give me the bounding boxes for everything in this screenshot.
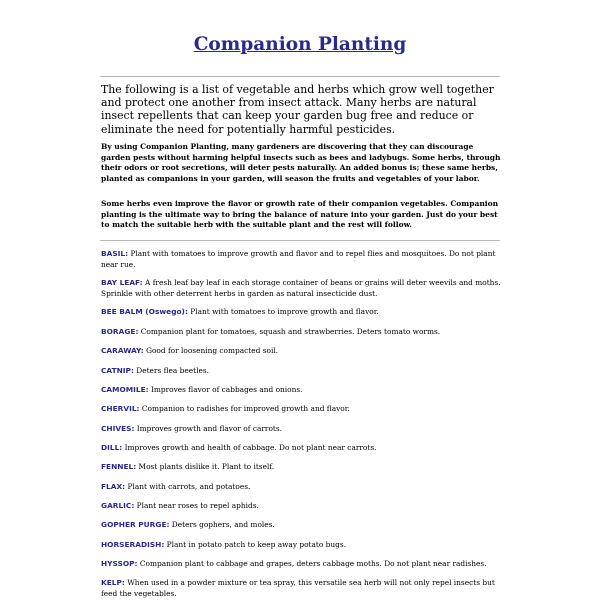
- herb-name: GARLIC:: [101, 501, 135, 510]
- herb-description: Improves growth and flavor of carrots.: [134, 424, 283, 433]
- herb-entry-basil: [101, 249, 501, 271]
- herb-name: KELP:: [101, 578, 125, 587]
- page-title: Companion Planting: [193, 34, 407, 55]
- herb-entry-borage: [101, 327, 501, 338]
- herb-entry-horseradish: [101, 540, 501, 551]
- herb-entry-hyssop: [101, 559, 501, 570]
- herb-entry-gopher-purge: [101, 520, 501, 531]
- herb-description: Companion plant to cabbage and grapes, deters cabbage moths. Do not plant near radishes.: [137, 559, 487, 568]
- herb-entry-caraway: [101, 346, 501, 357]
- herb-description: Companion plant for tomatoes, squash and strawberries. Deters tomato worms.: [138, 327, 441, 336]
- top-divider: [100, 76, 500, 77]
- herb-entry-flax: [101, 482, 501, 493]
- herb-name: CHIVES:: [101, 424, 135, 433]
- herb-entry-garlic: [101, 501, 501, 512]
- herb-name: BEE BALM (Oswego):: [101, 307, 188, 316]
- herb-entry-chervil: [101, 404, 501, 415]
- herb-entry-camomile: [101, 385, 501, 396]
- herb-description: Improves growth and health of cabbage. Do not plant near carrots.: [122, 443, 377, 452]
- herb-entry-chives: [101, 424, 501, 435]
- herb-entry-dill: [101, 443, 501, 454]
- herb-entry-catnip: [101, 366, 501, 377]
- herb-name: CHERVIL:: [101, 404, 140, 413]
- intro-paragraph-2: Some herbs even improve the flavor or growth rate of their companion vegetables. Companion planting is the ultimate way to bring the balance of nature into your garden. Just do your best to match the suitable herb with the suitable plant and the rest will follow.: [101, 199, 499, 230]
- herb-description: Improves flavor of cabbages and onions.: [148, 385, 303, 394]
- intro-paragraph-1: By using Companion Planting, many gardeners are discovering that they can discourage garden pests without harming helpful insects such as bees and ladybugs. Some herbs, through their odors or root secretions, will deter pests naturally. An added bonus is; these same herbs, planted as companions in your garden, will season the fruits and vegetables of your labor.: [101, 142, 501, 183]
- middle-divider: [100, 240, 500, 241]
- herb-description: Most plants dislike it. Plant to itself.: [136, 462, 275, 471]
- herb-description: Deters flea beetles.: [133, 366, 209, 375]
- herb-name: FENNEL:: [101, 462, 137, 471]
- herb-entry-fennel: [101, 462, 501, 473]
- herb-name: CARAWAY:: [101, 346, 144, 355]
- herb-description: When used in a powder mixture or tea spray, this versatile sea herb will not only repel insects but feed the vegetables.: [101, 578, 495, 598]
- herb-description: Plant with tomatoes to improve growth and flavor.: [187, 307, 379, 316]
- herb-name: HORSERADISH:: [101, 540, 165, 549]
- herb-description: Plant in potato patch to keep away potato bugs.: [164, 540, 347, 549]
- herb-description: Deters gophers, and moles.: [169, 520, 275, 529]
- herb-description: Plant near roses to repel aphids.: [134, 501, 259, 510]
- herb-name: BAY LEAF:: [101, 278, 143, 287]
- herb-description: Good for loosening compacted soil.: [143, 346, 279, 355]
- herb-description: Companion to radishes for improved growth and flavor.: [139, 404, 350, 413]
- herb-name: DILL:: [101, 443, 123, 452]
- herb-entry-kelp: [101, 578, 501, 600]
- herb-name: CATNIP:: [101, 366, 134, 375]
- herb-name: BORAGE:: [101, 327, 139, 336]
- herb-name: BASIL:: [101, 249, 129, 258]
- herb-entry-bay-leaf: [101, 278, 501, 300]
- herb-name: GOPHER PURGE:: [101, 520, 170, 529]
- herb-name: CAMOMILE:: [101, 385, 149, 394]
- herb-description: Plant with carrots, and potatoes.: [125, 482, 251, 491]
- herb-description: Plant with tomatoes to improve growth and flavor and to repel flies and mosquitoes. Do not plant near rue.: [101, 249, 496, 269]
- herb-entry-bee-balm: [101, 307, 501, 318]
- herb-name: FLAX:: [101, 482, 126, 491]
- herb-name: HYSSOP:: [101, 559, 138, 568]
- herb-description: A fresh leaf bay leaf in each storage container of beans or grains will deter weevils and moths. Sprinkle with other deterrent herbs in garden as natural insecticide dust.: [101, 278, 501, 298]
- intro-lead: The following is a list of vegetable and herbs which grow well together and protect one another from insect attack. Many herbs are natural insect repellents that can keep your garden bug free and reduce or eliminate the need for potentially harmful pesticides.: [101, 83, 494, 136]
